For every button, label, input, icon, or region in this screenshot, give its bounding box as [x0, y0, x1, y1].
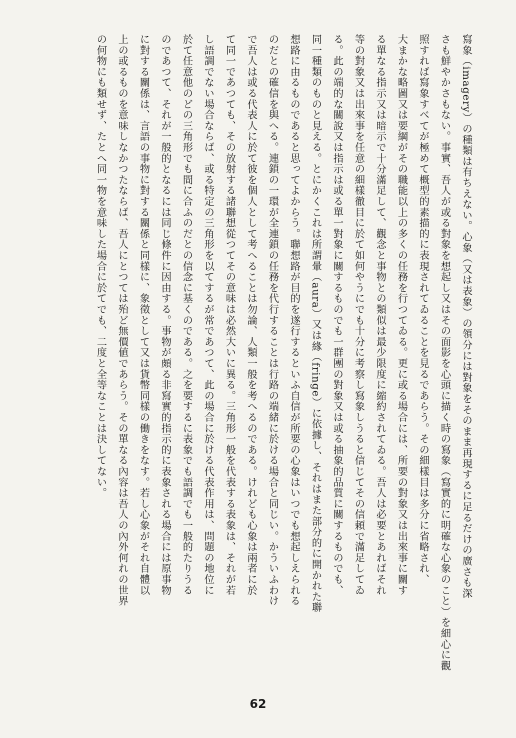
text-line-12: て同一であつても、その放射する諸聯想從つてその意味は必然大いに異る。三角形一般を代表する表象は、それが若: [223, 34, 235, 596]
text-line-2: さも鮮やかさもない。事實、吾人が或る對象を想起し又はその面影を心頭に描く時の寫象（寫實的に明確な心象のこと）を細心に觀: [438, 34, 450, 672]
body-text-column: [89, 34, 476, 674]
text-line-15: のであつて、それが一般的となるには同じ條件に因由する。事物が頗る非寫實的指示的に表象される場合には原事物: [159, 34, 170, 596]
text-line-17: 上の或るものを意味しなかつたならば、吾人にとつては殆ど無價値であらう。その單なる內容は吾人の內外何れの世界: [116, 34, 127, 607]
text-line-13: し語調でない場合ならば、或る特定の三角形を以てするが常であつて、此の場合に於ける代表作用は、問題の地位に: [202, 34, 213, 596]
text-line-16: に對する關係は、言語の事物に對する關係と同樣に、象徵として又は貨幣同樣の働きをなす。若し心象がそれ自體以: [137, 34, 149, 596]
text-line-14: 於て任意他のどの三角形でも間に合ふのだとの信念に基くのである。之を要するに表象でも語調でも一般的たりうる: [180, 34, 192, 596]
text-line-3: 照すれば寫象すべてが極めて概型的素描的に表現されてゐることを見るであらう。その細樣目は多分に省略され、: [417, 34, 428, 585]
text-line-1: 寫象（imagery）の種類は有ちえない。心象（又は表象）の領分には對象をそのまま再現するに足るだけの廣さも深: [460, 34, 471, 599]
text-line-11: で吾人は或る代表人に於て彼を個人として考へることは勿論、人類一般を考へるのである。けれども心象は兩者に於: [245, 34, 256, 596]
text-line-7: る。此の端的な關說又は指示は或る單一對象に關するものでも一群團の對象又は或る抽象的品質に關するものでも、: [331, 34, 342, 596]
text-line-5: る單なる指示又は暗示で十分滿足して、觀念と事物との類似は最少限度に縮約されてゐる。吾人は必要とあればそれ: [374, 34, 385, 596]
text-line-4: 大まかな略圖又は要綱がその職能以上の多くの任務を行つてゐる。更に或る場合には、所要の對象又は出來事に關す: [395, 34, 407, 596]
text-line-10: のだとの確信を與へる。連鎖の一環が全連鎖の任務を代行することは行路の端緒に於ける場合と同じい。かういふわけ: [266, 34, 278, 607]
text-line-18: の何物にも類せず、たとへ同一物を意味した場合に於てでも、二度と全等なことは決してない。: [94, 34, 106, 499]
text-line-6: 等の對象又は出來事を任意の細樣徹目に於て如何やうにでも十分に考察し寫象しうると信じてその信頼で滿足してゐ: [352, 34, 364, 596]
text-line-9: 想路に由るものであると思ってよからう。聯想路が目的を遂行するといふ自信が所要の心象はいつでも想起しえられる: [288, 34, 299, 607]
page-number: 62: [249, 697, 267, 711]
text-line-8: 同一種類のものと見える。とにかくこれは所謂暈（aura）又は緣（fringe）に依據し、それはまた部分的に開かれた聯: [309, 34, 321, 613]
